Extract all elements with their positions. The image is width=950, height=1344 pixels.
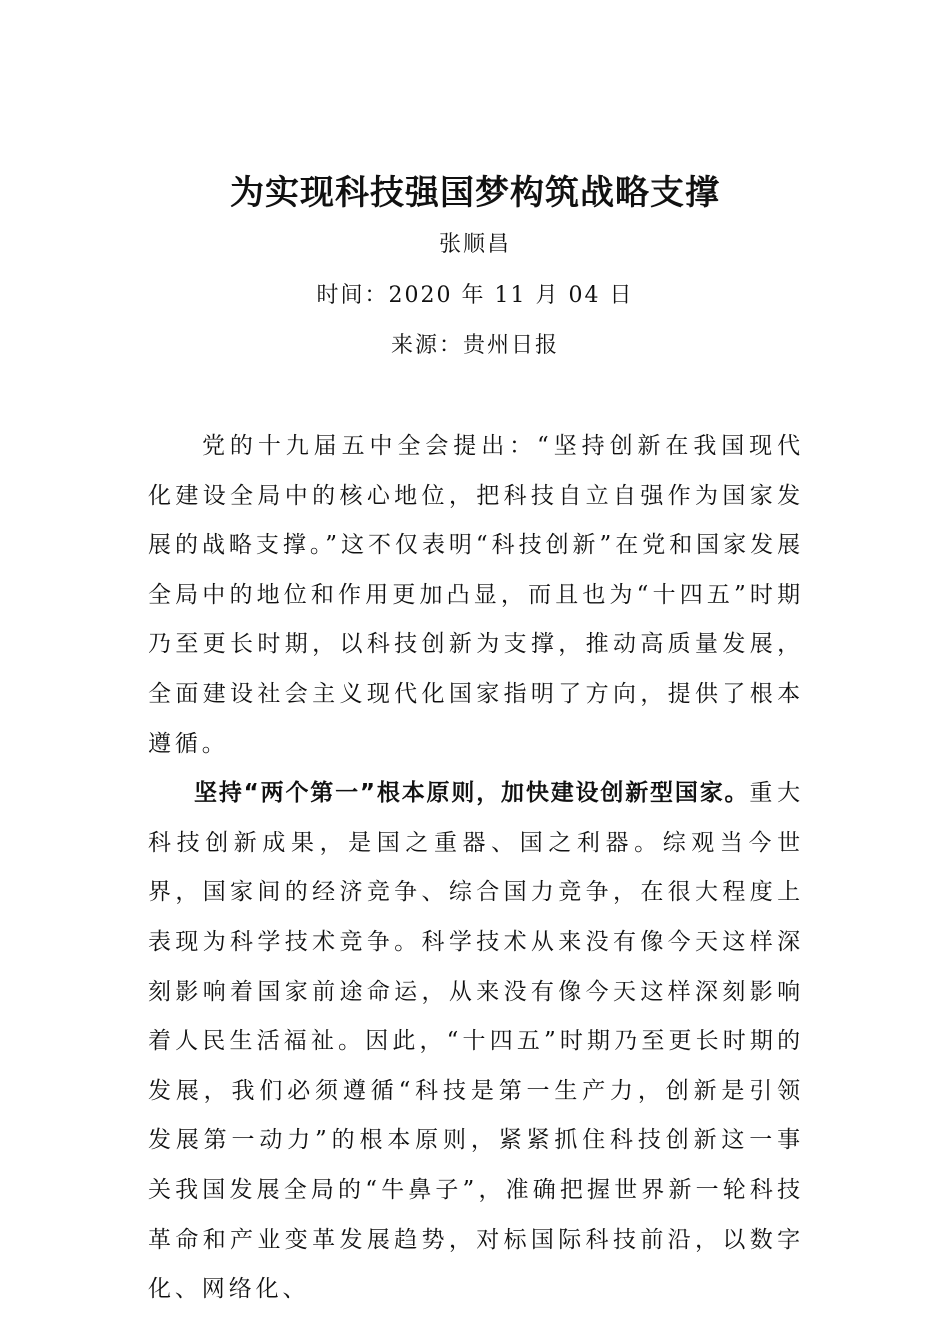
article-body [148, 422, 804, 1315]
paragraph-2 [148, 769, 804, 1315]
article-time: 时间：2020 年 11 月 04 日 [316, 283, 634, 308]
article-author: 张顺昌 [438, 232, 511, 257]
paragraph-2-lead: 坚持“两个第一”根本原则，加快建设创新型国家。 [194, 780, 750, 807]
paragraph-1: 党的十九届五中全会提出：“坚持创新在我国现代化建设全局中的核心地位，把科技自立自强作为国家发展的战略支撑。”这不仅表明“科技创新”在党和国家发展全局中的地位和作用更加凸显，而且也为“十四五”时期乃至更长时期，以科技创新为支撑，推动高质量发展，全面建设社会主义现代化国家指明了方向，提供了根本遵循。 [148, 433, 804, 757]
article-source: 来源：贵州日报 [390, 333, 559, 358]
paragraph-2-text: 重大科技创新成果，是国之重器、国之利器。综观当今世界，国家间的经济竞争、综合国力竞争，在很大程度上表现为科学技术竞争。科学技术从来没有像今天这样深刻影响着国家前途命运，从来没有像今天这样深刻影响着人民生活福祉。因此，“十四五”时期乃至更长时期的发展，我们必须遵循“科技是第一生产力，创新是引领发展第一动力”的根本原则，紧紧抓住科技创新这一事关我国发展全局的“牛鼻子”，准确把握世界新一轮科技革命和产业变革发展趋势，对标国际科技前沿，以数字化、网络化、 [148, 780, 804, 1303]
article-title: 为实现科技强国梦构筑战略支撑 [230, 173, 720, 213]
